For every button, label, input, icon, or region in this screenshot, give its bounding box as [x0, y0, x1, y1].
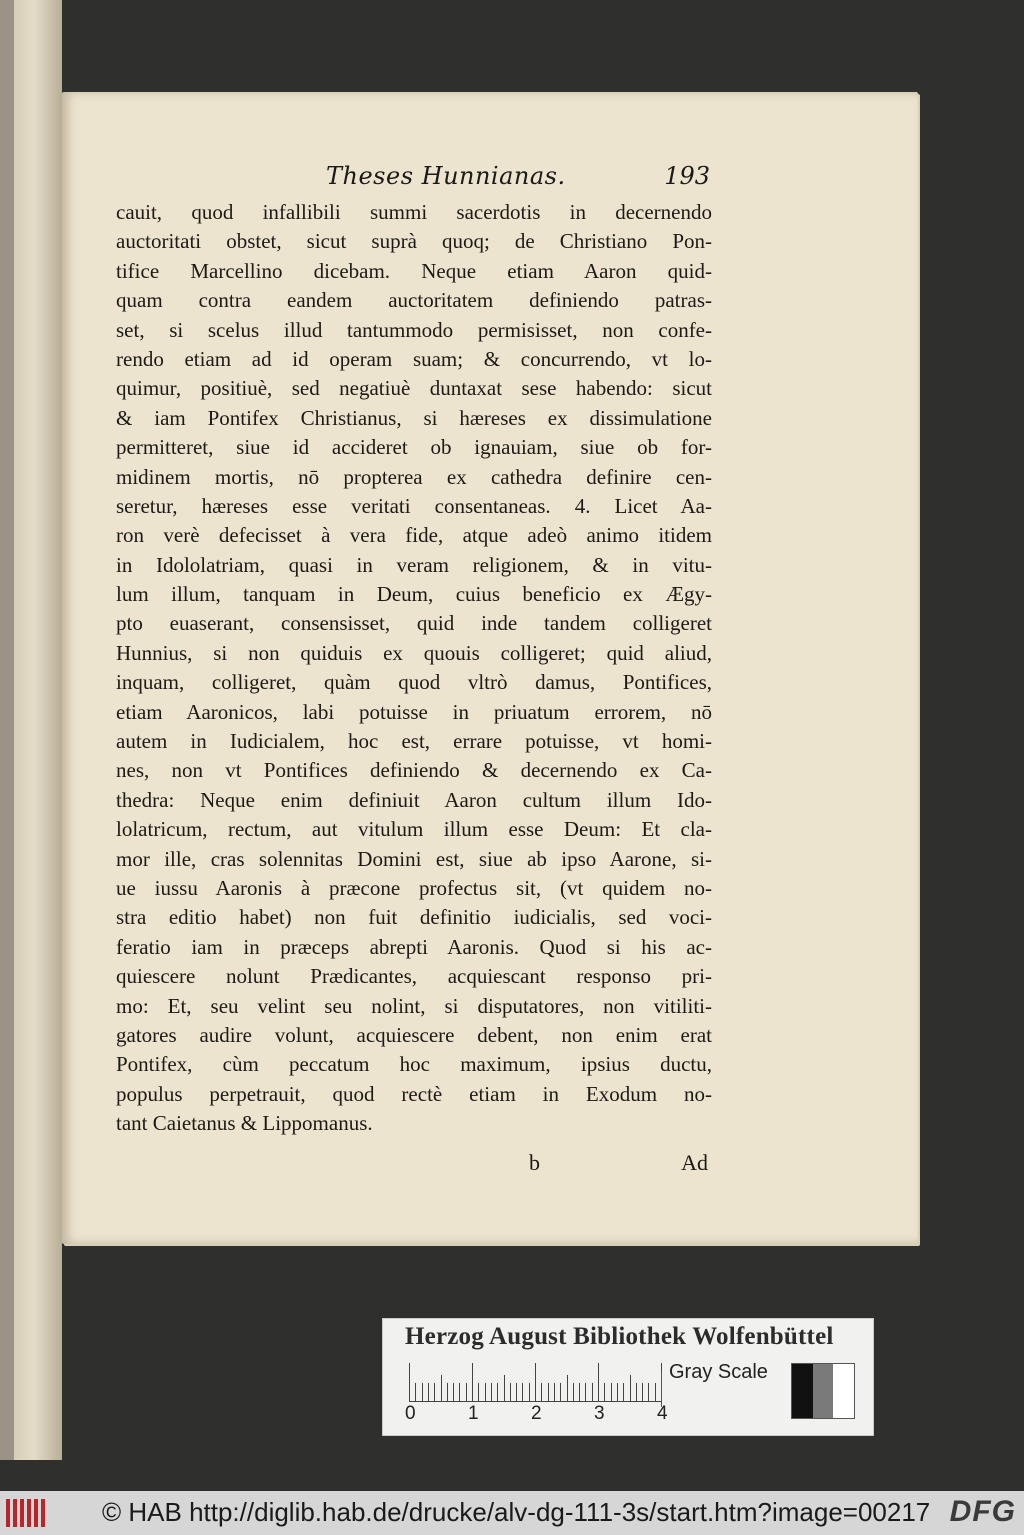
gray-swatch: [792, 1364, 813, 1418]
ruler-tick: [447, 1383, 448, 1401]
hab-logo-bar: [13, 1499, 17, 1527]
ruler-tick: [535, 1363, 536, 1401]
text-line: inquam, colligeret, quàm quod vltrò damus, Pontifices,: [116, 670, 712, 695]
text-line: lolatricum, rectum, aut vitulum illum esse Deum: Et cla-: [116, 817, 712, 842]
text-line: tant Caietanus & Lippomanus.: [116, 1111, 373, 1136]
dfg-logo: DFG: [949, 1495, 1016, 1528]
text-line: quam contra eandem auctoritatem definiendo patras-: [116, 288, 712, 313]
scale-number: 1: [468, 1403, 479, 1424]
ruler-tick: [655, 1383, 656, 1401]
signature-mark: b: [529, 1150, 540, 1175]
text-line: populus perpetrauit, quod rectè etiam in Exodum no-: [116, 1081, 712, 1106]
ruler-tick: [554, 1383, 555, 1401]
gray-swatch: [813, 1364, 834, 1418]
text-line: midinem mortis, nō propterea ex cathedra definire cen-: [116, 464, 712, 489]
ruler-tick: [415, 1383, 416, 1401]
scale-ruler: [409, 1363, 661, 1402]
hab-logo-bar: [34, 1499, 38, 1527]
ruler-tick: [585, 1383, 586, 1401]
ruler-tick: [579, 1383, 580, 1401]
text-line: Pontifex, cùm peccatum hoc maximum, ipsius ductu,: [116, 1052, 712, 1077]
scale-number: 4: [657, 1403, 668, 1424]
ruler-tick: [567, 1375, 568, 1401]
text-line: auctoritati obstet, sicut suprà quoq; de Christiano Pon-: [116, 229, 712, 254]
text-line: in Idololatriam, quasi in veram religionem, & in vitu-: [116, 552, 712, 577]
text-line: gatores audire volunt, acquiescere debent, non enim erat: [116, 1022, 712, 1047]
page-footer-marks: [116, 1150, 708, 1182]
page-text: [116, 198, 712, 1139]
ruler-tick: [548, 1383, 549, 1401]
ruler-tick: [648, 1383, 649, 1401]
ruler-tick: [573, 1383, 574, 1401]
text-line: etiam Aaronicos, labi potuisse in priuatum errorem, nō: [116, 699, 712, 724]
hab-logo-bar: [27, 1499, 31, 1527]
ruler-tick: [485, 1383, 486, 1401]
text-line: thedra: Neque enim definiuit Aaron cultum illum Ido-: [116, 787, 712, 812]
text-line: set, si scelus illud tantummodo permisisset, non confe-: [116, 317, 712, 342]
hab-logo-icon: [6, 1495, 48, 1529]
text-line: seretur, hæreses esse veritati consentaneas. 4. Licet Aa-: [116, 493, 712, 518]
text-line: permitteret, siue id accideret ob ignauiam, siue ob for-: [116, 435, 712, 460]
text-line: ue iussu Aaronis à præcone profectus sit, (vt quidem no-: [116, 875, 712, 900]
scale-numbers: [403, 1403, 673, 1425]
ruler-tick: [434, 1383, 435, 1401]
hab-logo-bar: [6, 1499, 10, 1527]
text-line: nes, non vt Pontifices definiendo & decernendo ex Ca-: [116, 758, 712, 783]
scale-number: 3: [594, 1403, 605, 1424]
scale-number: 0: [405, 1403, 416, 1424]
ruler-tick: [560, 1383, 561, 1401]
text-line: rendo etiam ad id operam suam; & concurrendo, vt lo-: [116, 346, 712, 371]
ruler-tick: [441, 1375, 442, 1401]
ruler-tick: [466, 1383, 467, 1401]
facing-page-gutter: [0, 0, 14, 1460]
text-line: feratio iam in præceps abrepti Aaronis. Quod si his ac-: [116, 934, 712, 959]
ruler-tick: [642, 1383, 643, 1401]
ruler-tick: [409, 1363, 410, 1401]
ruler-tick: [636, 1383, 637, 1401]
scale-number: 2: [531, 1403, 542, 1424]
copyright-link[interactable]: © HAB http://diglib.hab.de/drucke/alv-dg-111-3s/start.htm?image=00217: [102, 1497, 931, 1527]
hab-logo-bar: [20, 1499, 24, 1527]
text-line: lum illum, tanquam in Deum, cuius beneficio ex Ægy-: [116, 582, 712, 607]
ruler-tick: [422, 1383, 423, 1401]
text-line: pto euaserant, consensisset, quid inde tandem colligeret: [116, 611, 712, 636]
ruler-tick: [497, 1383, 498, 1401]
ruler-tick: [522, 1383, 523, 1401]
ruler-tick: [459, 1383, 460, 1401]
text-line: stra editio habet) non fuit definitio iudicialis, sed voci-: [116, 905, 712, 930]
gray-swatch: [833, 1364, 854, 1418]
ruler-tick: [598, 1363, 599, 1401]
text-line: cauit, quod infallibili summi sacerdotis in decernendo: [116, 200, 712, 224]
ruler-tick: [472, 1363, 473, 1401]
ruler-tick: [611, 1383, 612, 1401]
page-header: [116, 162, 710, 194]
catchword: Ad: [681, 1150, 708, 1175]
hab-logo-bar: [41, 1499, 45, 1527]
ruler-tick: [510, 1383, 511, 1401]
running-title: Theses Hunnianas.: [326, 162, 566, 190]
ruler-tick: [529, 1383, 530, 1401]
ruler-divider: [661, 1371, 662, 1407]
text-line: quiescere nolunt Prædicantes, acquiescant responso pri-: [116, 964, 712, 989]
library-name: Herzog August Bibliothek Wolfenbüttel: [405, 1323, 834, 1350]
color-reference-card: [382, 1318, 874, 1436]
text-line: autem in Iudicialem, hoc est, errare potuisse, vt homi-: [116, 729, 712, 754]
ruler-tick: [541, 1383, 542, 1401]
gray-scale-swatches: [791, 1363, 855, 1419]
viewer-footer: [0, 1491, 1024, 1535]
ruler-tick: [604, 1383, 605, 1401]
text-line: Hunnius, si non quiduis ex quouis colligeret; quid aliud,: [116, 640, 712, 665]
ruler-tick: [428, 1383, 429, 1401]
page-number: 193: [664, 162, 710, 190]
ruler-tick: [617, 1383, 618, 1401]
text-line: mor ille, cras solennitas Domini est, siue ab ipso Aarone, si-: [116, 846, 712, 871]
ruler-tick: [630, 1375, 631, 1401]
text-line: ron verè defecisset à vera fide, atque adeò animo itidem: [116, 523, 712, 548]
ruler-tick: [453, 1383, 454, 1401]
text-line: tifice Marcellino dicebam. Neque etiam Aaron quid-: [116, 258, 712, 283]
ruler-tick: [516, 1383, 517, 1401]
ruler-tick: [504, 1375, 505, 1401]
ruler-tick: [592, 1383, 593, 1401]
ruler-tick: [478, 1383, 479, 1401]
gray-scale-label: Gray Scale: [669, 1361, 768, 1383]
text-line: quimur, positiuè, sed negatiuè duntaxat sese habendo: sicut: [116, 376, 712, 401]
text-line: & iam Pontifex Christianus, si hæreses ex dissimulatione: [116, 405, 712, 430]
ruler-tick: [623, 1383, 624, 1401]
ruler-tick: [491, 1383, 492, 1401]
text-line: mo: Et, seu velint seu nolint, si disputatores, non vitiliti-: [116, 993, 712, 1018]
